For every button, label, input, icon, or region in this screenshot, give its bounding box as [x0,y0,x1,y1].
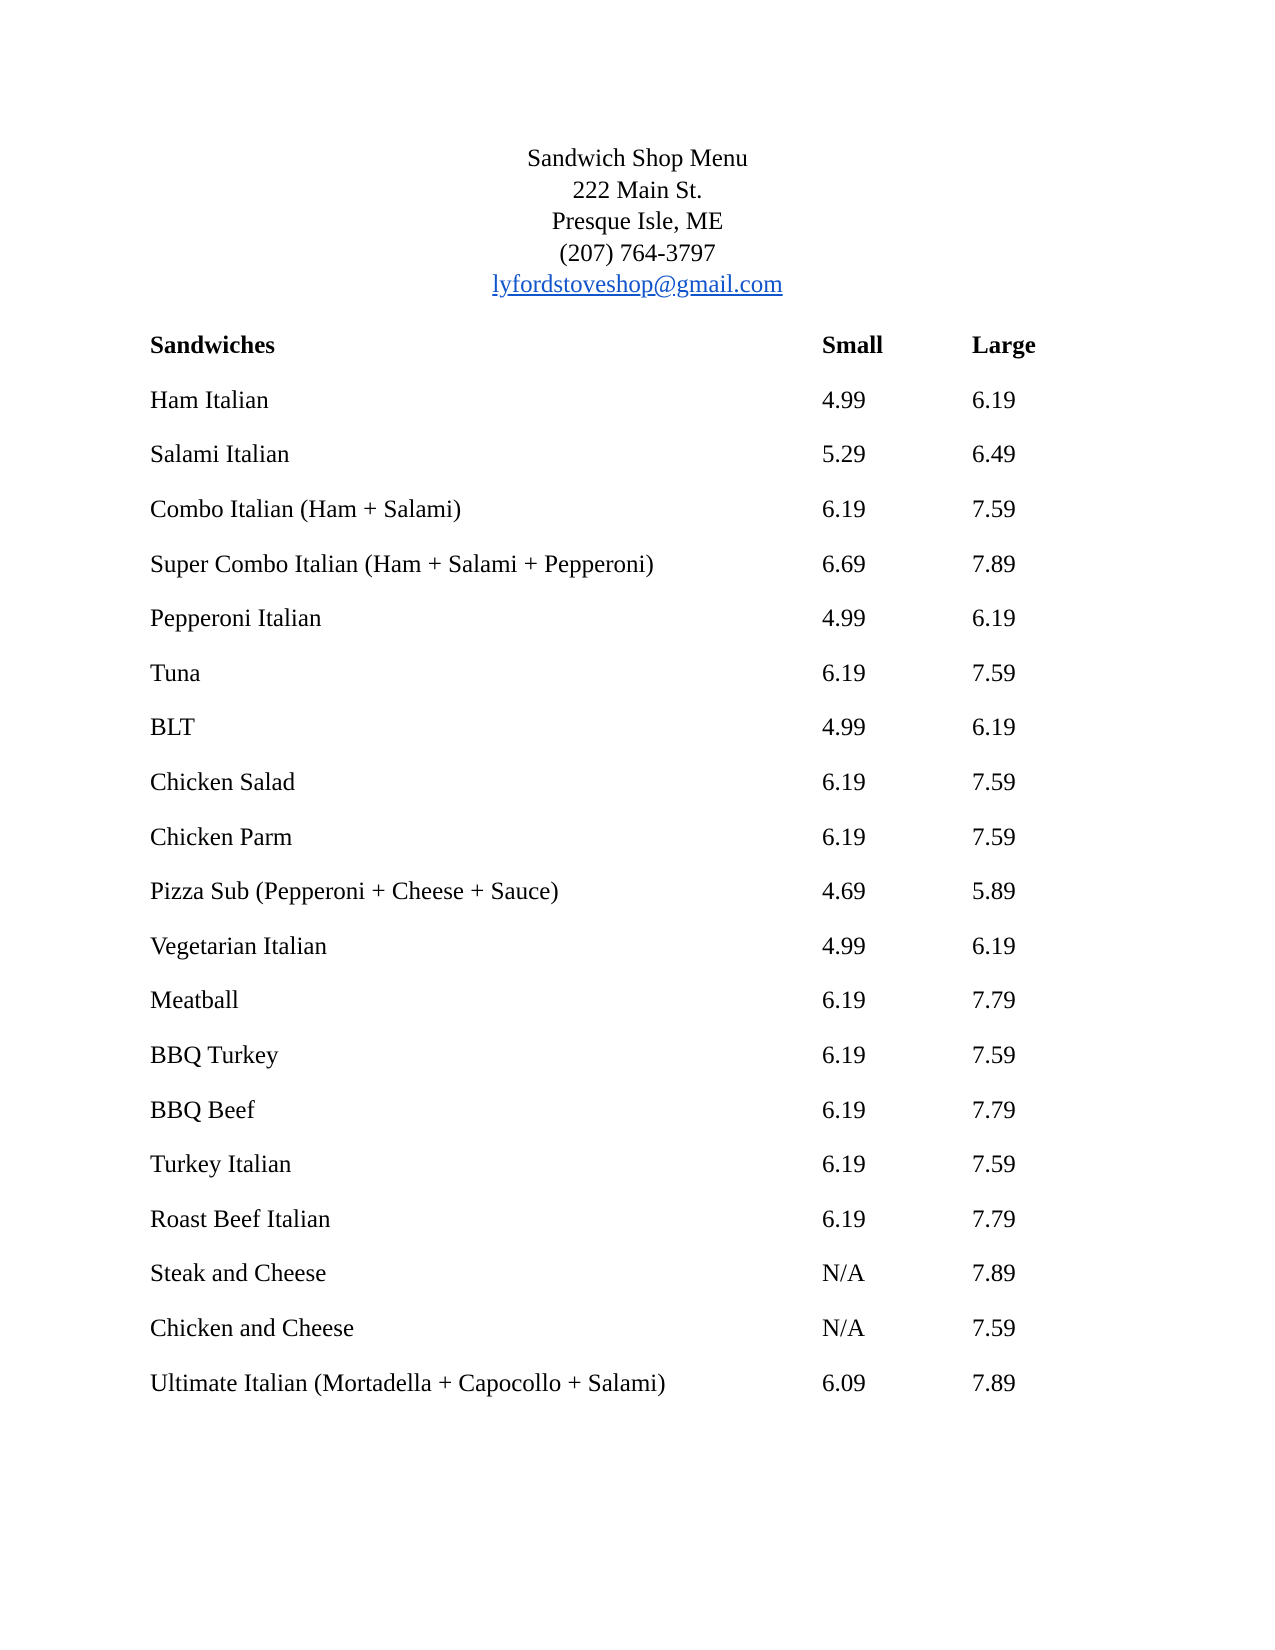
item-name: Salami Italian [150,441,290,469]
table-row [150,592,1125,647]
table-row [150,865,1125,920]
price-small: 6.19 [822,659,866,687]
table-row [150,1247,1125,1302]
document-header [150,143,1125,301]
price-large: 7.79 [972,1205,1016,1233]
item-name: Chicken and Cheese [150,1314,355,1342]
price-large: 7.59 [972,1151,1016,1179]
page-title: Sandwich Shop Menu [527,145,748,172]
price-small: 5.29 [822,441,866,469]
table-row [150,920,1125,975]
item-name: Chicken Salad [150,769,296,797]
table-row [150,1029,1125,1084]
price-large: 7.79 [972,987,1016,1015]
price-large: 7.59 [972,1314,1016,1342]
item-name: Combo Italian (Ham + Salami) [150,496,462,524]
table-row [150,1138,1125,1193]
table-row [150,374,1125,429]
price-large: 7.89 [972,1260,1016,1288]
column-header-large: Large [972,332,1036,360]
price-small: 6.19 [822,769,866,797]
item-name: Roast Beef Italian [150,1205,331,1233]
price-large: 6.19 [972,932,1016,960]
table-row [150,1302,1125,1357]
price-small: N/A [822,1260,866,1288]
price-small: 4.99 [822,386,866,414]
price-small: 6.19 [822,823,866,851]
price-large: 7.59 [972,1042,1016,1070]
phone-number: (207) 764-3797 [559,239,716,267]
table-header-row [150,319,1125,374]
price-large: 7.79 [972,1096,1016,1124]
price-large: 5.89 [972,878,1016,906]
table-row [150,1356,1125,1411]
price-small: 6.19 [822,496,866,524]
item-name: Steak and Cheese [150,1260,327,1288]
column-header-small: Small [822,332,884,360]
table-row [150,756,1125,811]
item-name: Super Combo Italian (Ham + Salami + Pepperoni) [150,550,654,578]
table-row [150,428,1125,483]
item-name: Ham Italian [150,386,269,414]
table-row [150,1083,1125,1138]
price-large: 6.19 [972,605,1016,633]
price-large: 6.19 [972,714,1016,742]
price-large: 6.19 [972,386,1016,414]
table-row [150,647,1125,702]
price-small: 6.19 [822,1096,866,1124]
price-small: 4.69 [822,878,866,906]
address-city-state: Presque Isle, ME [551,208,724,236]
price-small: 6.19 [822,1042,866,1070]
item-name: Ultimate Italian (Mortadella + Capocollo + Salami) [150,1369,666,1397]
price-large: 7.89 [972,550,1016,578]
price-small: 6.19 [822,1151,866,1179]
item-name: Meatball [150,987,239,1015]
item-name: BBQ Turkey [150,1042,279,1070]
table-row [150,974,1125,1029]
item-name: BBQ Beef [150,1096,255,1124]
table-row [150,810,1125,865]
price-small: N/A [822,1314,866,1342]
price-small: 4.99 [822,932,866,960]
price-small: 4.99 [822,714,866,742]
price-large: 7.59 [972,659,1016,687]
price-large: 7.59 [972,769,1016,797]
item-name: Turkey Italian [150,1151,292,1179]
column-header-sandwiches: Sandwiches [150,332,276,360]
item-name: BLT [150,714,195,742]
menu-table [150,319,1125,1411]
price-small: 6.69 [822,550,866,578]
item-name: Chicken Parm [150,823,293,851]
item-name: Tuna [150,659,201,687]
price-large: 6.49 [972,441,1016,469]
table-row [150,537,1125,592]
email-link[interactable]: lyfordstoveshop@gmail.com [492,271,783,299]
price-small: 6.19 [822,1205,866,1233]
item-name: Pizza Sub (Pepperoni + Cheese + Sauce) [150,878,559,906]
price-large: 7.59 [972,496,1016,524]
item-name: Vegetarian Italian [150,932,327,960]
price-small: 4.99 [822,605,866,633]
table-row [150,483,1125,538]
price-small: 6.09 [822,1369,866,1397]
price-small: 6.19 [822,987,866,1015]
item-name: Pepperoni Italian [150,605,322,633]
price-large: 7.89 [972,1369,1016,1397]
table-row [150,1193,1125,1248]
address-street: 222 Main St. [572,176,703,204]
price-large: 7.59 [972,823,1016,851]
table-row [150,701,1125,756]
